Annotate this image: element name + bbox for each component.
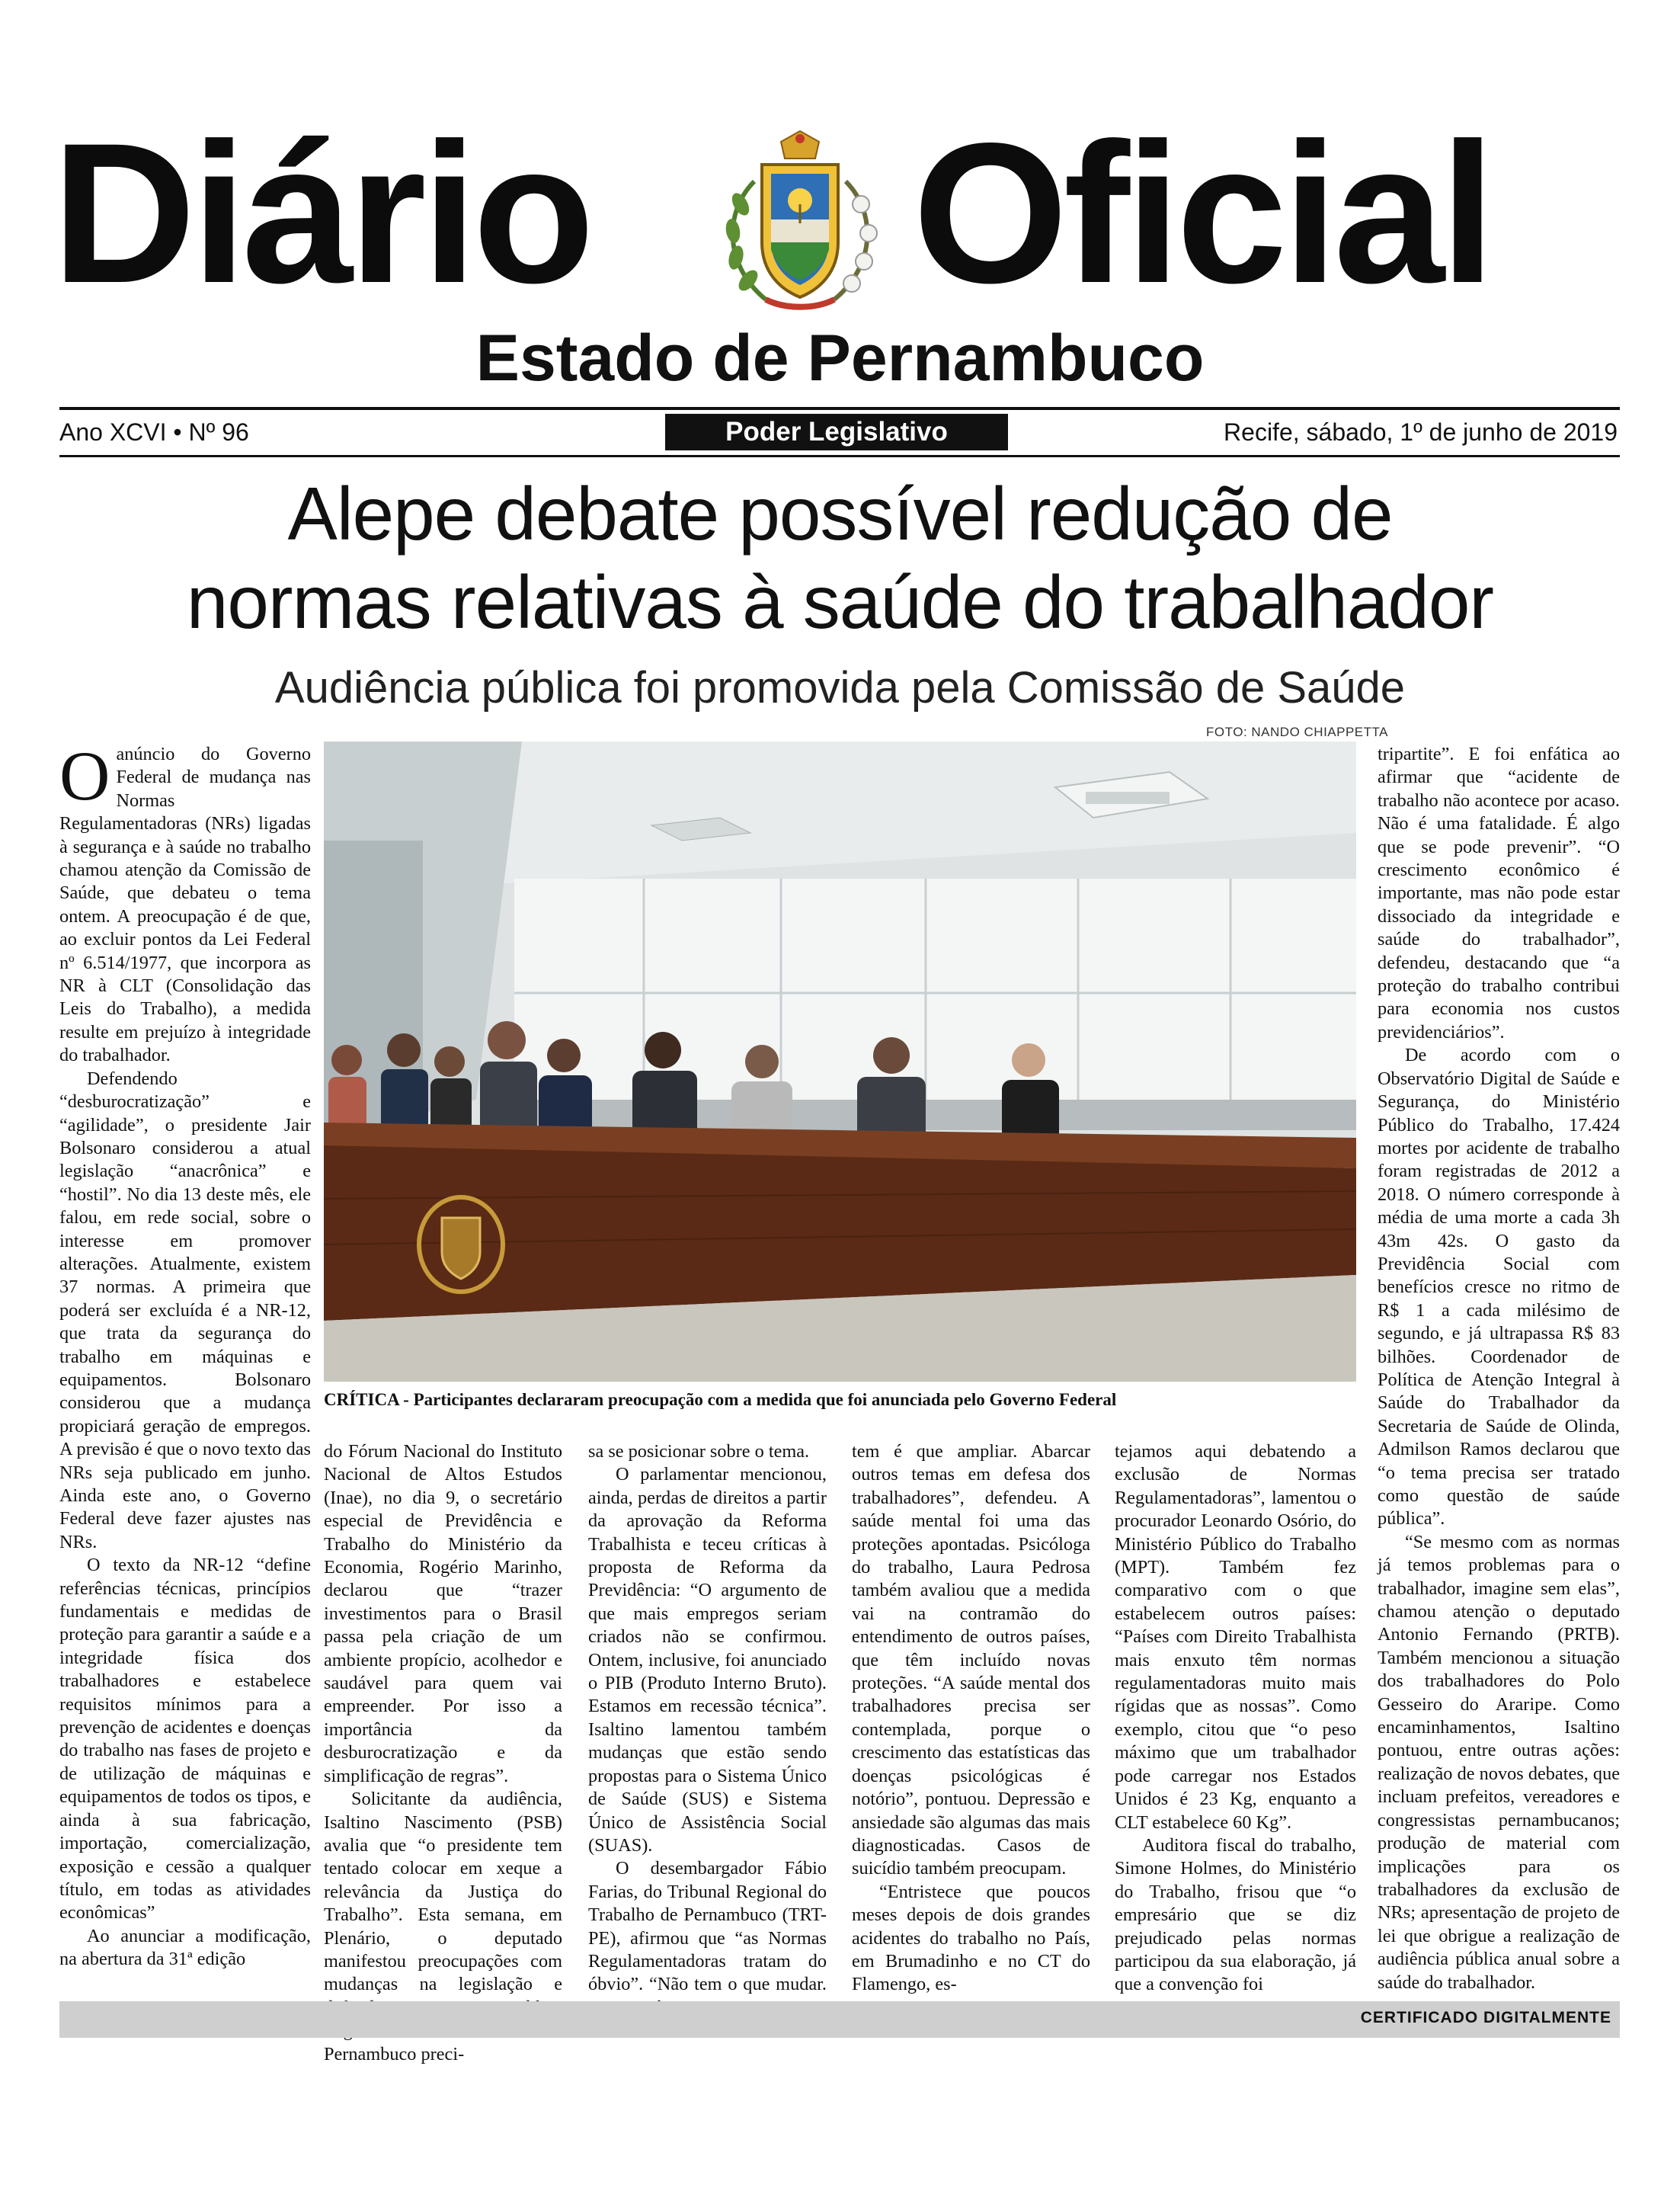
masthead-subtitle: Estado de Pernambuco — [475, 322, 1205, 395]
paragraph: Auditora fiscal do trabalho, Simone Holmes, do Ministério do Trabalho, frisou que “o empresário que se diz prejudicado pelas normas participou da sua elaboração, já que a convenção foi — [1115, 1834, 1356, 1995]
digital-certificate-label: CERTIFICADO DIGITALMENTE — [1360, 2009, 1611, 2026]
paragraph: “Entristece que poucos meses depois de dois grandes acidentes do trabalho no País, em Brumadinho e no CT do Flamengo, es- — [852, 1881, 1090, 1995]
article-column-1 — [59, 737, 311, 1972]
article-deck: Audiência pública foi promovida pela Comissão de Saúde — [274, 663, 1406, 713]
paragraph: De acordo com o Observatório Digital de Saúde e Segurança, do Ministério Público do Trabalho, 17.424 mortes por acidente de trabalho foram registradas de 2012 a 2018. O número corresponde à média de uma morte a cada 3h 43m 42s. O gasto da Previdência Social com benefícios cresce no ritmo de R$ 1 a cada milésimo de segundo, e já ultrapassa R$ 83 bilhões. Coordenador de Política de Atenção Integral à Saúde do Trabalhador da Secretaria de Saúde de Olinda, Admilson Ramos declarou que “o tema precisa ser tratado como questão de saúde pública”. — [1378, 1045, 1620, 1530]
paragraph: O parlamentar mencionou, ainda, perdas de direitos a partir da aprovação da Reforma Trabalhista e teceu críticas à proposta de Reforma da Previdência: “O argumento de que mais empregos seriam criados não se confirmou. Ontem, inclusive, foi anunciado o PIB (Produto Interno Bruto). Estamos em recessão técnica”. Isaltino lamentou também mudanças que estão sendo propostas para o Sistema Único de Saúde (SUS) e Sistema Único de Assistência Social (SUAS). — [588, 1464, 827, 1856]
caption-text: Participantes declararam preocupação com a medida que foi anunciada pelo Governo Federal — [413, 1390, 1117, 1409]
photo-caption — [324, 1389, 1360, 1411]
article-column-5 — [1115, 1440, 1356, 1997]
photo-credit: FOTO: NANDO CHIAPPETTA — [1206, 725, 1388, 739]
paragraph — [59, 737, 311, 1068]
paragraph: O texto da NR-12 “define referências técnicas, princípios fundamentais e medidas de proteção para garantir a saúde e a integridade física dos trabalhadores e estabelece requisitos mínimos para a prevenção de acidentes e doenças do trabalho nas fases de projeto e de utilização de máquinas e equipamentos de todos os tipos, e ainda à sua fabricação, importação, comercialização, exposição e cessão a qualquer título, em todas as atividades econômicas” — [59, 1555, 311, 1924]
paragraph: tripartite”. E foi enfática ao afirmar que “acidente de trabalho não acontece por acaso. Não é uma fatalidade. É algo que se pode prevenir”. “O crescimento econômico é importante, mas não pode estar dissociado da integridade e saúde do trabalhador”, defendeu, destacando que “a proteção do trabalho contribui para economia nos custos previdenciários”. — [1378, 744, 1620, 1043]
article-column-4 — [852, 1440, 1090, 1997]
article-column-2 — [324, 1440, 562, 2066]
drop-cap: O — [59, 737, 110, 815]
paragraph: tejamos aqui debatendo a exclusão de Normas Regulamentadoras”, lamentou o procurador Leonardo Osório, do Ministério Público do Trabalho (MPT). Também fez comparativo com o que estabelecem outros países: “Países com Direito Trabalhista mais enxuto têm normas regulamentadoras muito mais rígidas que as nossas”. Como exemplo, citou que “o peso máximo que um trabalhador pode carregar nos Estados Unidos é 23 Kg, enquanto a CLT estabelece 60 Kg”. — [1115, 1441, 1356, 1833]
paragraph: “Se mesmo com as normas já temos problemas para o trabalhador, imagine sem elas”, chamou atenção o deputado Antonio Fernando (PRTB). Também mencionou a situação dos trabalhadores do Polo Gesseiro do Araripe. Como encaminhamentos, Isaltino pontuou, entre outras ações: realização de novos debates, que incluam prefeitos, vereadores e congressistas pernambucanos; produção de material com implicações para os trabalhadores da exclusão de NRs; apresentação de projeto de lei que obrigue a realização de audiência pública anual sobre a saúde do trabalhador. — [1378, 1531, 1620, 1993]
masthead-rule-top — [59, 407, 1620, 410]
caption-label: CRÍTICA - — [324, 1390, 414, 1409]
edition-date: Recife, sábado, 1º de junho de 2019 — [1224, 418, 1618, 446]
paragraph: Ao anunciar a modificação, na abertura da 31ª edição — [59, 1925, 311, 1970]
paragraph: O desembargador Fábio Farias, do Tribunal Regional do Trabalho de Pernambuco (TRT-PE), afirmou que “as Normas Regulamentadoras tratam do óbvio”. “Não tem o que mudar. — [588, 1858, 827, 1995]
headline-line-2: normas relativas à saúde do trabalhador — [186, 560, 1494, 644]
article-headline — [30, 469, 1650, 646]
paragraph: tem é que ampliar. Abarcar outros temas em defesa dos trabalhadores”, defendeu. A saúde mental foi uma das proteções apontadas. Psicóloga do trabalho, Laura Pedrosa também avaliou que a medida vai na contramão do entendimento de outros países, que têm incluído novas proteções. “A saúde mental dos trabalhadores precisa ser contemplada, porque o crescimento das estatísticas das doenças psicológicas é notório”, pontuou. Depressão e ansiedade são algumas das mais diagnosticadas. Casos de suicídio também preocupam. — [852, 1441, 1090, 1879]
hearing-photo-illustration — [324, 742, 1356, 1382]
paragraph-text: anúncio do Governo Federal de mudança nas Normas Regulamentadoras (NRs) ligadas à segurança e à saúde no trabalho chamou atenção da Comissão de Saúde, que debateu o tema ontem. A preocupação é de que, ao excluir pontos da Lei Federal nº 6.514/1977, que incorpora as NR à CLT (Consolidação das Leis do Trabalho), a medida resulte em prejuízo à integridade do trabalhador. — [59, 744, 311, 1066]
paragraph: Solicitante da audiência, Isaltino Nascimento (PSB) avalia que “o presidente tem tentado colocar em xeque a relevância da Justiça do Trabalho”. Esta semana, em Plenário, o deputado manifestou preocupações com mudanças na legislação e Pernambuco preci- — [324, 1789, 562, 2064]
paragraph: do Fórum Nacional do Instituto Nacional de Altos Estudos (Inae), no dia 9, o secretário especial de Previdência e Trabalho do Ministério da Economia, Rogério Marinho, declarou que “trazer investimentos para o Brasil passa pela criação de um ambiente propício, acolhedor e saudável para quem vai empreender. Por isso a importância da desburocratização e da simplificação de regras”. — [324, 1441, 562, 1786]
article-photo — [324, 742, 1356, 1382]
section-badge: Poder Legislativo — [665, 414, 1008, 450]
article-column-6 — [1378, 743, 1620, 1994]
paragraph: Defendendo “desburocratização” e “agilidade”, o presidente Jair Bolsonaro considerou a atual legislação “anacrônica” e “hostil”. No dia 13 deste mês, ele falou, em rede social, sobre o interesse em promover alterações. Atualmente, existem 37 normas. A primeira que poderá ser excluída é a NR-12, que trata da segurança do trabalho em máquinas e equipamentos. Bolsonaro considerou que a mudança propiciará geração de empregos. A previsão é que o novo texto das NRs seja publicado em junho. Ainda este ano, o Governo Federal deve fazer ajustes nas NRs. — [59, 1068, 311, 1552]
article-column-3 — [588, 1440, 827, 2020]
edition-number: Ano XCVI • Nº 96 — [59, 418, 249, 446]
pernambuco-coat-of-arms-icon — [709, 128, 891, 319]
paragraph: sa se posicionar sobre o tema. — [588, 1441, 810, 1462]
masthead-title-left: Diário — [52, 101, 590, 325]
masthead-rule-bottom — [59, 455, 1620, 457]
headline-line-1: Alepe debate possível redução de — [287, 472, 1393, 556]
masthead-title-right: Oficial — [913, 101, 1491, 325]
